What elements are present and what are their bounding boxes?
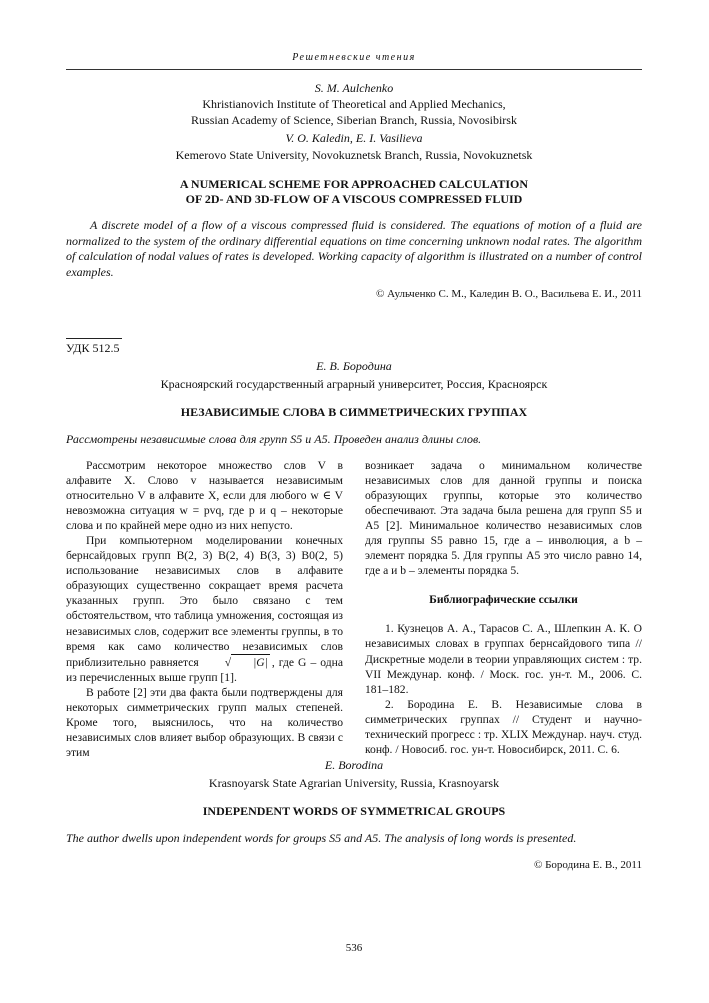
en2-abstract: The author dwells upon independent words for groups S5 and A5. The analysis of long words is presented. <box>66 831 577 845</box>
page-number: 536 <box>345 942 363 954</box>
en1-title-line1: A NUMERICAL SCHEME FOR APPROACHED CALCULATION <box>179 177 529 191</box>
reference-1: 1. Кузнецов А. А., Тарасов С. А., Шлепкин А. К. О независимых словах в группах бернсайдового типа // Дискретные модели в теории управляющих систем : тр. VII Междунар. конф. / Моск. гос. ун-т. М., 2006. С. 181–182. <box>365 622 642 696</box>
en2-copyright: © Бородина Е. В., 2011 <box>533 859 642 871</box>
sqrt-radicand: |G| <box>231 654 270 670</box>
references-heading: Библиографические ссылки <box>429 593 578 607</box>
ru-column-left <box>66 458 343 760</box>
sqrt-radical-icon: √ <box>224 655 232 669</box>
en2-title: INDEPENDENT WORDS OF SYMMETRICAL GROUPS <box>202 804 506 818</box>
footnote-rule <box>66 338 122 339</box>
sqrt-expression <box>203 654 272 670</box>
reference-2: 2. Бородина Е. В. Независимые слова в симметрических группах // Студент и научно-технический прогресс : тр. XLIX Междунар. науч. студ. конф. / Новосиб. гос. ун-т. Новосибирск, 2011. С. 6. <box>365 697 642 756</box>
ru-author: Е. В. Бородина <box>316 359 392 373</box>
en1-affiliation1-line2: Russian Academy of Science, Siberian Branch, Russia, Novosibirsk <box>191 113 517 127</box>
en1-abstract: A discrete model of a flow of a viscous compressed fluid is considered. The equations of motion of a fluid are normalized to the system of the ordinary differential equations on time concerning unknown nodal rates. The algorithm of calculation of nodal values of rates is developed. Working capacity of algorithm is illustrated on a number of control examples. <box>66 218 642 279</box>
header-rule <box>66 69 642 70</box>
en1-author1: S. M. Aulchenko <box>314 81 394 95</box>
ru-col1-paragraph-3: В работе [2] эти два факта были подтверждены для некоторых симметрических групп малых степеней. Кроме того, выяснилось, что на количество независимых слов влияет выбор образующих. В связи с этим <box>66 685 343 759</box>
en1-title-line2: OF 2D- AND 3D-FLOW OF A VISCOUS COMPRESSED FLUID <box>185 192 523 206</box>
ru-affiliation: Красноярский государственный аграрный университет, Россия, Красноярск <box>160 377 548 391</box>
running-header: Решетневские чтения <box>292 52 416 63</box>
ru-column-right <box>365 458 642 757</box>
en1-author2: V. O. Kaledin, E. I. Vasilieva <box>285 131 423 145</box>
ru-col1-paragraph-1: Рассмотрим некоторое множество слов V в алфавите X. Слово v называется независимым относительно V в алфавите X, если для любого w ∈ V невозможна ситуация w = pvq, где p и q – некоторые слова и по крайней мере одно из них непусто. <box>66 459 343 533</box>
ru-col1-paragraph-2-text: При компьютерном моделировании конечных бернсайдовых групп B(2, 3) B(2, 4) B(3, 3) B0(2, 5) использование независимых слов в алфавите образующих существенно сокращает время расчета указанных групп. Это было связано с тем обстоятельством, что таблица умножения, состоящая из независимых слов, содержит все элементы группы, в то время как само количество независимых слов приблизительно равняется <box>66 534 343 669</box>
en2-affiliation: Krasnoyarsk State Agrarian University, Russia, Krasnoyarsk <box>208 776 500 790</box>
ru-col1-paragraph-2 <box>66 533 343 684</box>
en1-affiliation2: Kemerovo State University, Novokuznetsk Branch, Russia, Novokuznetsk <box>175 148 533 162</box>
ru-title: НЕЗАВИСИМЫЕ СЛОВА В СИММЕТРИЧЕСКИХ ГРУППАХ <box>180 405 528 419</box>
ru-col1-paragraph-2-tail: , где G – одна из перечисленных выше групп [1]. <box>66 655 343 684</box>
en1-copyright: © Аульченко С. М., Каледин В. О., Васильева Е. И., 2011 <box>375 288 642 300</box>
en2-author: E. Borodina <box>324 758 384 772</box>
en1-affiliation1-line1: Khristianovich Institute of Theoretical and Applied Mechanics, <box>202 97 506 111</box>
ru-abstract: Рассмотрены независимые слова для групп S5 и A5. Проведен анализ длины слов. <box>66 432 482 446</box>
udk: УДК 512.5 <box>66 341 120 355</box>
ru-col2-paragraph-1: возникает задача о минимальном количестве независимых слов для данной группы и поиска образующих группы, которые это количество обеспечивают. Эта задача была решена для групп S5 и A5 [2]. Минимальное количество независимых слов для группы S5 равно 15, где a – инволюция, а b – элемент порядка 5. Для группы A5 это число равно 14, где a и b – элементы порядка 5. <box>365 459 642 578</box>
